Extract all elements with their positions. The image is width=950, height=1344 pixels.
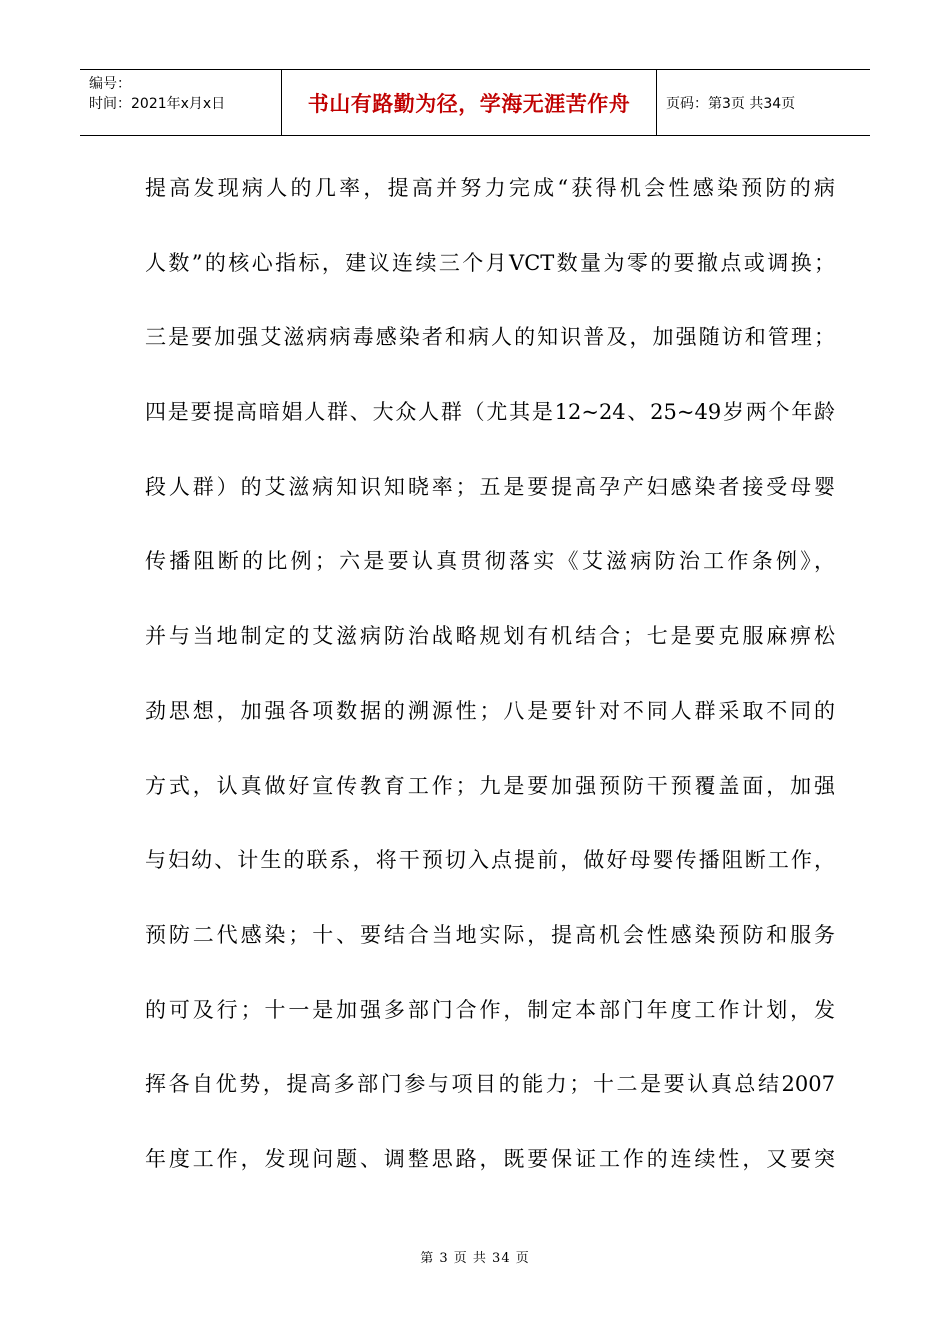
body-line: 段人群）的艾滋病知识知晓率；五是要提高孕产妇感染者接受母婴 bbox=[145, 474, 835, 499]
body-line: 提高发现病人的几率，提高并努力完成“获得机会性感染预防的病 bbox=[145, 176, 835, 200]
body-line: 三是要加强艾滋病病毒感染者和病人的知识普及，加强随访和管理； bbox=[145, 325, 835, 350]
body-line: 方式，认真做好宣传教育工作；九是要加强预防干预覆盖面，加强 bbox=[145, 773, 835, 798]
document-header bbox=[80, 69, 870, 136]
header-page-info: 页码：第3页 共34页 bbox=[666, 95, 796, 112]
body-line: 年度工作，发现问题、调整思路，既要保证工作的连续性，又要突 bbox=[145, 1146, 835, 1171]
header-motto: 书山有路勤为径，学海无涯苦作舟 bbox=[282, 70, 657, 135]
date-label: 时间：2021年x月x日 bbox=[89, 96, 226, 112]
header-meta bbox=[80, 70, 282, 135]
body-line: 的可及行；十一是加强多部门合作，制定本部门年度工作计划，发 bbox=[145, 997, 835, 1022]
page-footer: 第 3 页 共 34 页 bbox=[420, 1251, 530, 1266]
body-line: 传播阻断的比例；六是要认真贯彻落实《艾滋病防治工作条例》， bbox=[145, 549, 835, 574]
number-label: 编号： bbox=[89, 76, 131, 92]
body-line: 与妇幼、计生的联系，将干预切入点提前，做好母婴传播阻断工作， bbox=[145, 848, 835, 873]
body-text bbox=[145, 168, 835, 1214]
body-line: 并与当地制定的艾滋病防治战略规划有机结合；七是要克服麻痹松 bbox=[145, 624, 835, 649]
body-line: 劲思想，加强各项数据的溯源性；八是要针对不同人群采取不同的 bbox=[145, 698, 835, 723]
body-line: 四是要提高暗娼人群、大众人群（尤其是12~24、25~49岁两个年龄 bbox=[145, 400, 835, 425]
body-line: 预防二代感染；十、要结合当地实际，提高机会性感染预防和服务 bbox=[145, 922, 835, 947]
body-line: 人数”的核心指标，建议连续三个月VCT数量为零的要撤点或调换； bbox=[145, 250, 835, 275]
body-line: 挥各自优势，提高多部门参与项目的能力；十二是要认真总结2007 bbox=[145, 1072, 835, 1097]
